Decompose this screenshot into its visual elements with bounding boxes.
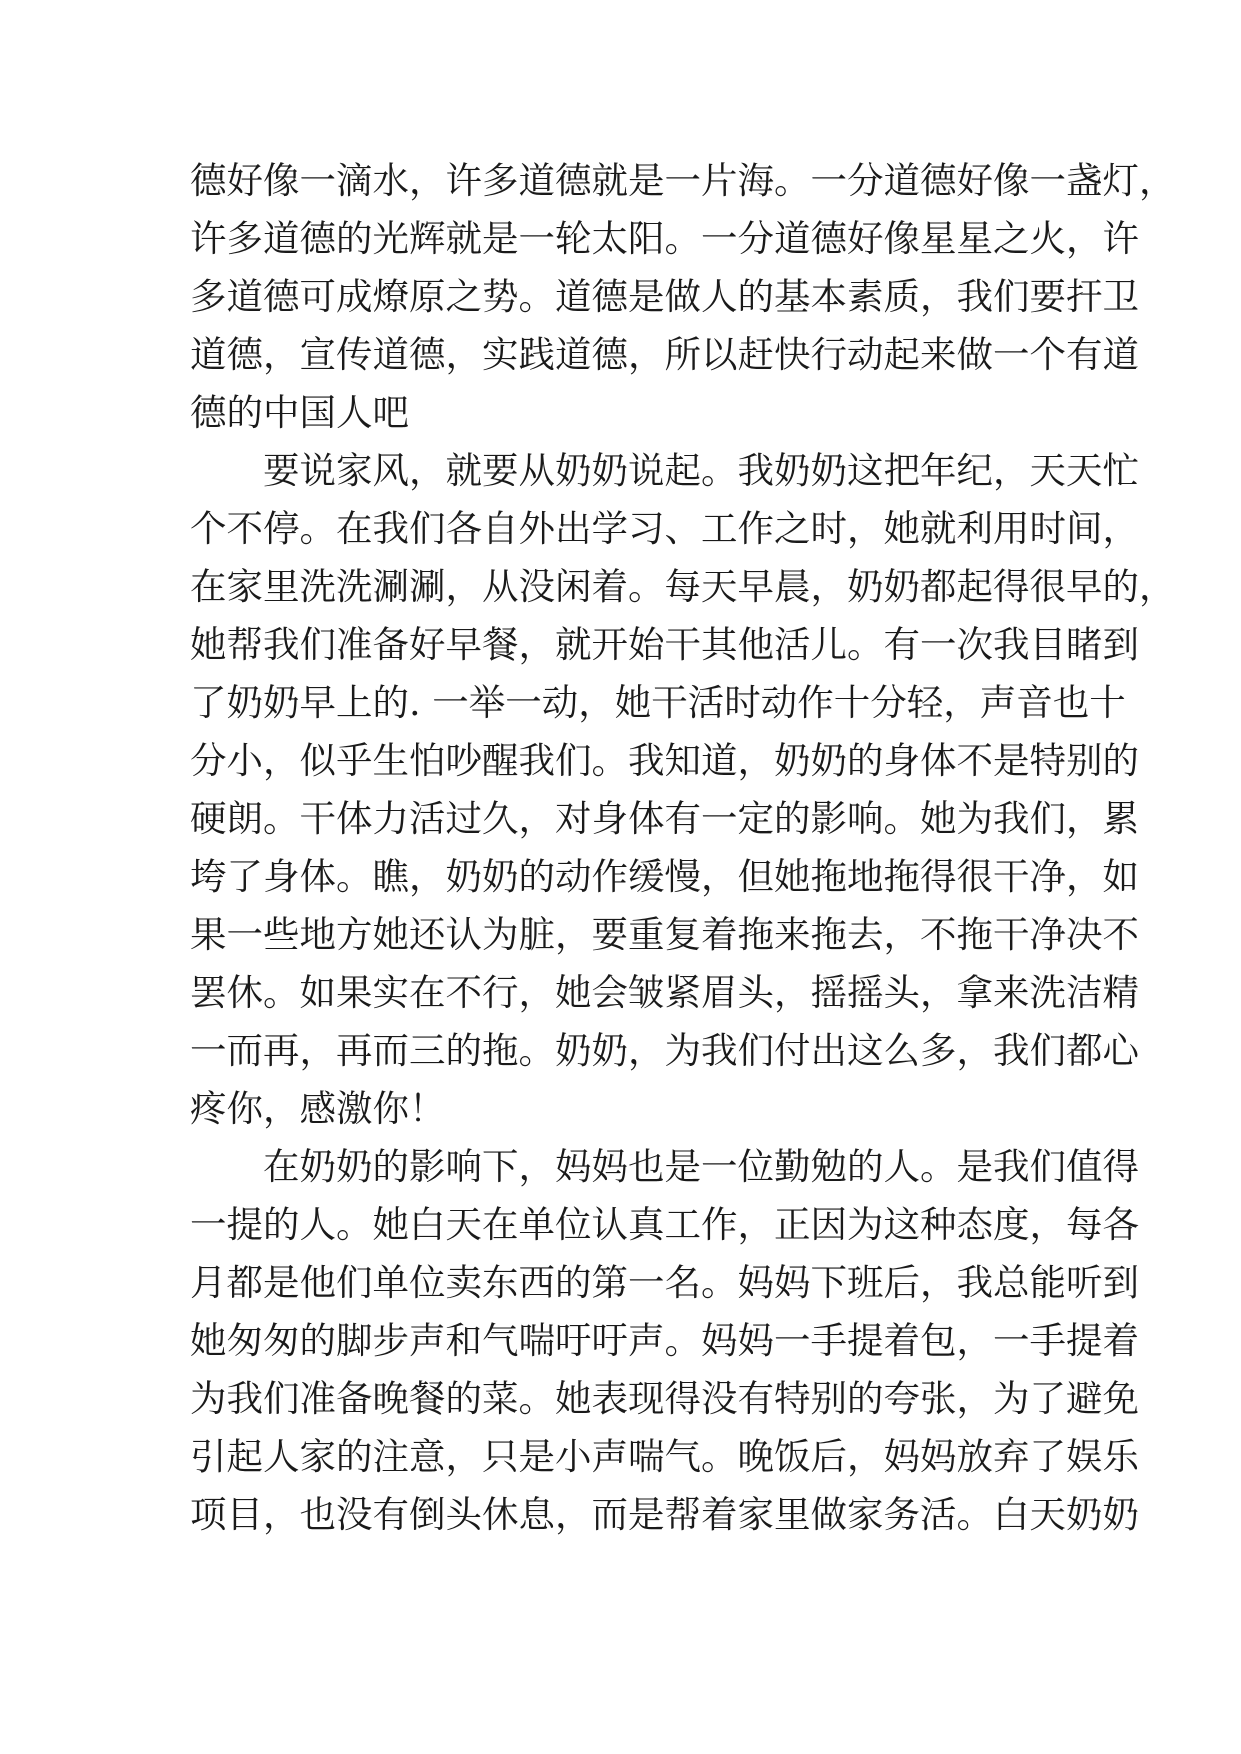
text-line: 她匆匆的脚步声和气喘吁吁声。妈妈一手提着包，一手提着 bbox=[190, 1319, 1139, 1362]
text-line: 引起人家的注意，只是小声喘气。晚饭后，妈妈放弃了娱乐 bbox=[190, 1435, 1139, 1478]
text-line: 分小，似乎生怕吵醒我们。我知道，奶奶的身体不是特别的 bbox=[190, 739, 1139, 782]
text-line: 果一些地方她还认为脏，要重复着拖来拖去，不拖干净决不 bbox=[190, 913, 1139, 956]
text-line: 德的中国人吧 bbox=[190, 391, 409, 434]
text-line: 多道德可成燎原之势。道德是做人的基本素质，我们要扞卫 bbox=[190, 275, 1139, 318]
text-line: 垮了身体。瞧，奶奶的动作缓慢，但她拖地拖得很干净，如 bbox=[190, 855, 1139, 898]
text-line: 了奶奶早上的. 一举一动，她干活时动作十分轻，声音也十 bbox=[190, 681, 1126, 724]
paragraph-1 bbox=[190, 152, 1176, 442]
text-line-indented: 要说家风，就要从奶奶说起。我奶奶这把年纪，天天忙 bbox=[263, 449, 1139, 492]
text-line: 一提的人。她白天在单位认真工作，正因为这种态度，每各 bbox=[190, 1203, 1139, 1246]
text-line: 为我们准备晚餐的菜。她表现得没有特别的夸张，为了避免 bbox=[190, 1377, 1139, 1420]
text-line: 她帮我们准备好早餐，就开始干其他活儿。有一次我目睹到 bbox=[190, 623, 1139, 666]
paragraph-3 bbox=[190, 1138, 1139, 1544]
text-line: 项目，也没有倒头休息，而是帮着家里做家务活。白天奶奶 bbox=[190, 1493, 1139, 1536]
text-line: 许多道德的光辉就是一轮太阳。一分道德好像星星之火，许 bbox=[190, 217, 1139, 260]
text-line: 硬朗。干体力活过久，对身体有一定的影响。她为我们，累 bbox=[190, 797, 1139, 840]
text-line: 罢休。如果实在不行，她会皱紧眉头，摇摇头，拿来洗洁精 bbox=[190, 971, 1139, 1014]
text-line: 德好像一滴水，许多道德就是一片海。一分道德好像一盏灯， bbox=[190, 159, 1176, 202]
paragraph-2 bbox=[190, 442, 1176, 1138]
text-line: 在家里洗洗涮涮，从没闲着。每天早晨，奶奶都起得很早的， bbox=[190, 565, 1176, 608]
text-line: 个不停。在我们各自外出学习、工作之时，她就利用时间， bbox=[190, 507, 1139, 550]
body-text bbox=[190, 152, 1176, 1544]
text-line: 道德，宣传道德，实践道德，所以赶快行动起来做一个有道 bbox=[190, 333, 1139, 376]
text-line: 月都是他们单位卖东西的第一名。妈妈下班后，我总能听到 bbox=[190, 1261, 1139, 1304]
text-line: 疼你，感激你！ bbox=[190, 1087, 446, 1130]
text-line-indented: 在奶奶的影响下，妈妈也是一位勤勉的人。是我们值得 bbox=[263, 1145, 1139, 1188]
text-line: 一而再，再而三的拖。奶奶，为我们付出这么多，我们都心 bbox=[190, 1029, 1139, 1072]
